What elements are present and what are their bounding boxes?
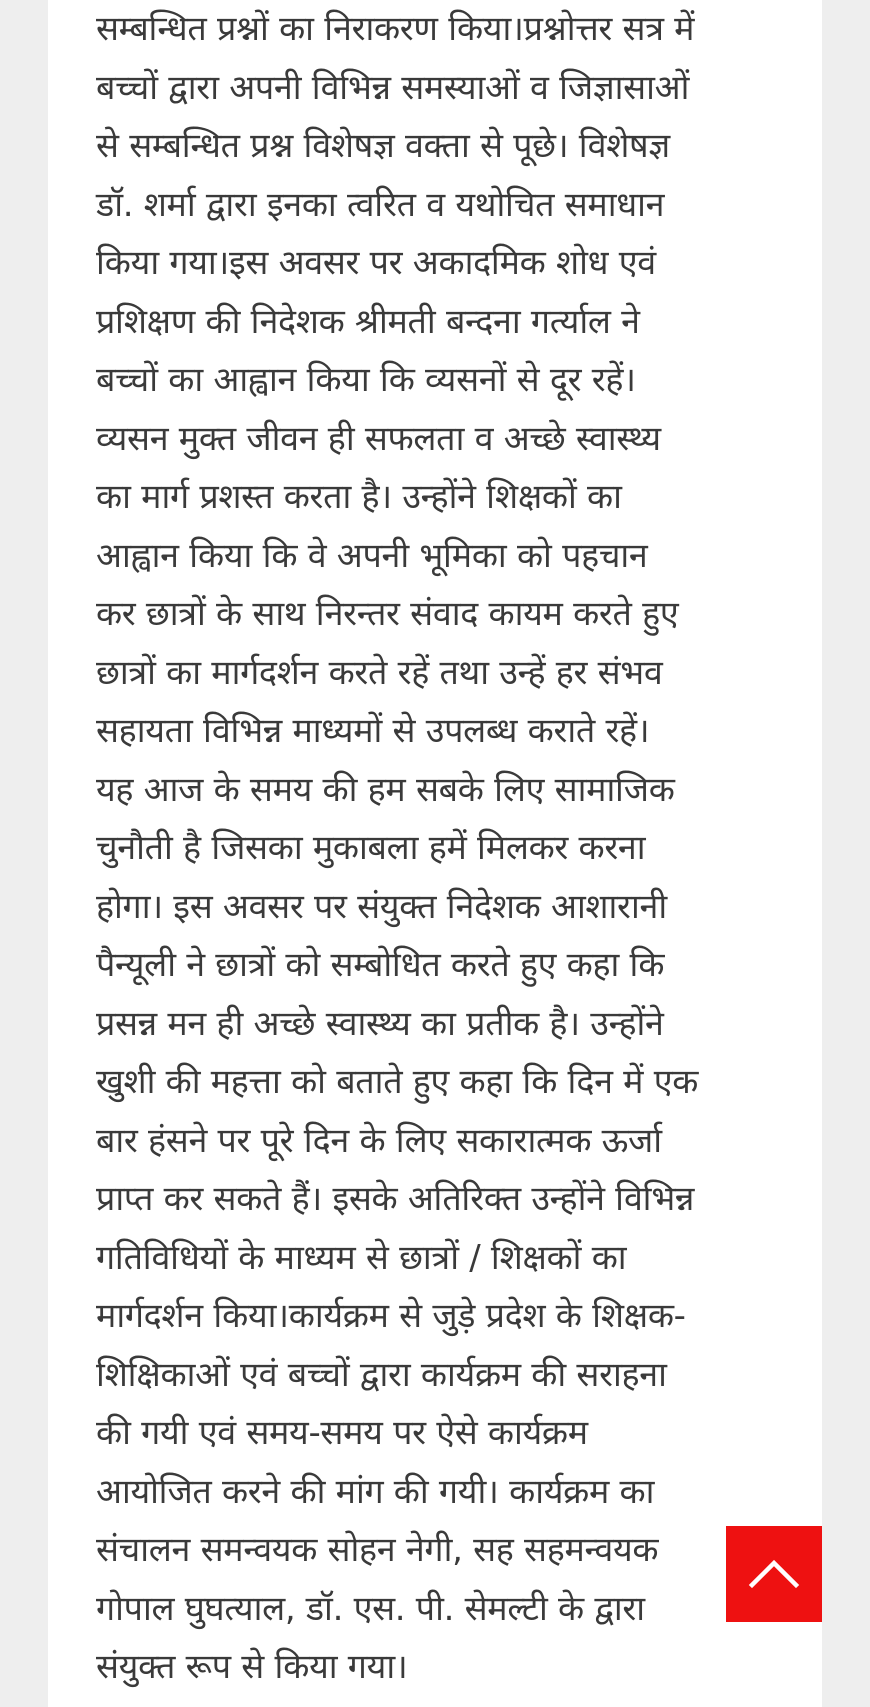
article-line: बच्चों द्वारा अपनी विभिन्न समस्याओं व जिज्ञासाओं	[96, 67, 690, 108]
article-line: छात्रों का मार्गदर्शन करते रहें तथा उन्हें हर संभव	[96, 652, 663, 693]
article-line: कर छात्रों के साथ निरन्तर संवाद कायम करते हुए	[96, 594, 679, 634]
article-line: शिक्षिकाओं एवं बच्चों द्वारा कार्यक्रम की सराहना	[96, 1354, 667, 1395]
article-body	[96, 0, 776, 1697]
article-line: यह आज के समय की हम सबके लिए सामाजिक	[96, 769, 675, 810]
article-line: डॉ. शर्मा द्वारा इनका त्वरित व यथोचित समाधान	[96, 184, 665, 225]
article-line: बच्चों का आह्वान किया कि व्यसनों से दूर रहें।	[96, 360, 636, 400]
article-line: किया गया।इस अवसर पर अकादमिक शोध एवं	[96, 243, 656, 283]
article-line: संचालन समन्वयक सोहन नेगी, सह सहमन्वयक	[96, 1530, 659, 1570]
article-line: गोपाल घुघत्याल, डॉ. एस. पी. सेमल्टी के द्वारा	[96, 1588, 645, 1629]
chevron-up-icon	[726, 1526, 822, 1622]
article-line: होगा। इस अवसर पर संयुक्त निदेशक आशारानी	[96, 886, 667, 927]
article-line: सहायता विभिन्न माध्यमों से उपलब्ध कराते रहें।	[96, 711, 650, 751]
article-page	[48, 0, 822, 1707]
article-line: का मार्ग प्रशस्त करता है। उन्होंने शिक्षकों का	[96, 477, 622, 517]
article-line: व्यसन मुक्त जीवन ही सफलता व अच्छे स्वास्थ्य	[96, 418, 661, 459]
article-line: संयुक्त रूप से किया गया।	[96, 1647, 408, 1687]
article-line: चुनौती है जिसका मुकाबला हमें मिलकर करना	[96, 828, 646, 868]
article-line: पैन्यूली ने छात्रों को सम्बोधित करते हुए कहा कि	[96, 945, 665, 985]
article-line: प्रसन्न मन ही अच्छे स्वास्थ्य का प्रतीक है। उन्होंने	[96, 1003, 664, 1044]
scroll-to-top-button[interactable]	[726, 1526, 822, 1622]
article-line: मार्गदर्शन किया।कार्यक्रम से जुड़े प्रदेश के शिक्षक-	[96, 1296, 686, 1336]
article-line: बार हंसने पर पूरे दिन के लिए सकारात्मक ऊर्जा	[96, 1120, 662, 1161]
article-line: आयोजित करने की मांग की गयी। कार्यक्रम का	[96, 1471, 655, 1512]
article-line: प्रशिक्षण की निदेशक श्रीमती बन्दना गर्त्याल ने	[96, 301, 640, 342]
article-line: गतिविधियों के माध्यम से छात्रों / शिक्षकों का	[96, 1237, 627, 1278]
article-line: की गयी एवं समय-समय पर ऐसे कार्यक्रम	[96, 1413, 588, 1453]
article-line: सम्बन्धित प्रश्नों का निराकरण किया।प्रश्नोत्तर सत्र में	[96, 9, 695, 49]
article-line: प्राप्त कर सकते हैं। इसके अतिरिक्त उन्होंने विभिन्न	[96, 1179, 695, 1219]
article-line: से सम्बन्धित प्रश्न विशेषज्ञ वक्ता से पूछे। विशेषज्ञ	[96, 126, 670, 166]
article-line: आह्वान किया कि वे अपनी भूमिका को पहचान	[96, 535, 648, 576]
article-line: खुशी की महत्ता को बताते हुए कहा कि दिन में एक	[96, 1062, 699, 1102]
